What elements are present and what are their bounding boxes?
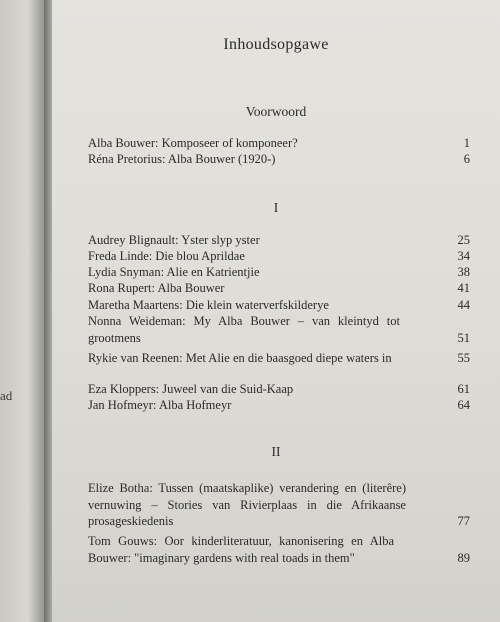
toc-entry	[88, 381, 470, 398]
toc-entry-page: 51	[457, 330, 470, 345]
toc-entry-text: Lydia Snyman: Alie en Katrientjie	[88, 265, 260, 279]
toc-entry-text: Elize Botha: Tussen (maatskaplike) verandering en (literêre) vernuwing – Stories van Rivierplaas in die Afrikaanse prosageskiedenis	[88, 481, 406, 528]
toc-entry-page: 89	[457, 550, 470, 565]
section-heading-voorwoord: Voorwoord	[245, 104, 307, 119]
toc-entry-page: 38	[457, 265, 470, 279]
toc-entry-page: 55	[457, 351, 470, 365]
toc-entry	[88, 533, 470, 566]
toc-entry-page: 34	[457, 249, 470, 263]
toc-entry	[88, 397, 470, 414]
toc-entry-text: Alba Bouwer: Komposeer of komponeer?	[88, 136, 298, 150]
toc-entry	[88, 297, 470, 314]
toc-entry-page: 25	[457, 233, 470, 247]
toc-entry-page: 41	[457, 281, 470, 295]
toc-entry	[88, 480, 470, 530]
contents-page	[52, 0, 500, 622]
toc-entry-text: Tom Gouws: Oor kinderliteratuur, kanonisering en Alba Bouwer: "imaginary gardens with real toads in them"	[88, 534, 394, 565]
toc-entry-text: Maretha Maartens: Die klein waterverfskilderye	[88, 298, 329, 312]
toc-entry-page: 64	[457, 398, 470, 412]
section-heading-i: I	[273, 200, 279, 215]
toc-entry-page: 1	[463, 136, 470, 150]
toc-entry-text: Nonna Weideman: My Alba Bouwer – van kleintyd tot grootmens	[88, 314, 400, 345]
section-heading-ii: II	[271, 444, 281, 459]
page-title: Inhoudsopgawe	[223, 36, 329, 53]
toc-entry-text: Jan Hofmeyr: Alba Hofmeyr	[88, 398, 232, 412]
toc-entry	[88, 280, 470, 297]
left-page-fragment: ad	[0, 388, 13, 403]
left-page	[0, 0, 46, 622]
toc-entry-text: Réna Pretorius: Alba Bouwer (1920-)	[88, 152, 276, 166]
toc-entry	[88, 151, 470, 168]
toc-entry-text: Rykie van Reenen: Met Alie en die baasgoed diepe waters in	[88, 351, 392, 365]
toc-entry	[88, 350, 470, 367]
toc-entry-page: 44	[457, 298, 470, 312]
toc-entry-page: 6	[463, 152, 470, 166]
toc-entry	[88, 264, 470, 281]
toc-entry	[88, 135, 470, 152]
toc-entry-page: 77	[457, 514, 470, 528]
toc-entry-text: Rona Rupert: Alba Bouwer	[88, 281, 225, 295]
toc-entry	[88, 313, 470, 346]
toc-entry-text: Audrey Blignault: Yster slyp yster	[88, 233, 260, 247]
toc-entry-page: 61	[457, 382, 470, 396]
toc-entry-text: Eza Kloppers: Juweel van die Suid-Kaap	[88, 382, 294, 396]
toc-entry-text: Freda Linde: Die blou Aprildae	[88, 249, 245, 263]
toc-entry	[88, 248, 470, 265]
toc-entry	[88, 232, 470, 249]
